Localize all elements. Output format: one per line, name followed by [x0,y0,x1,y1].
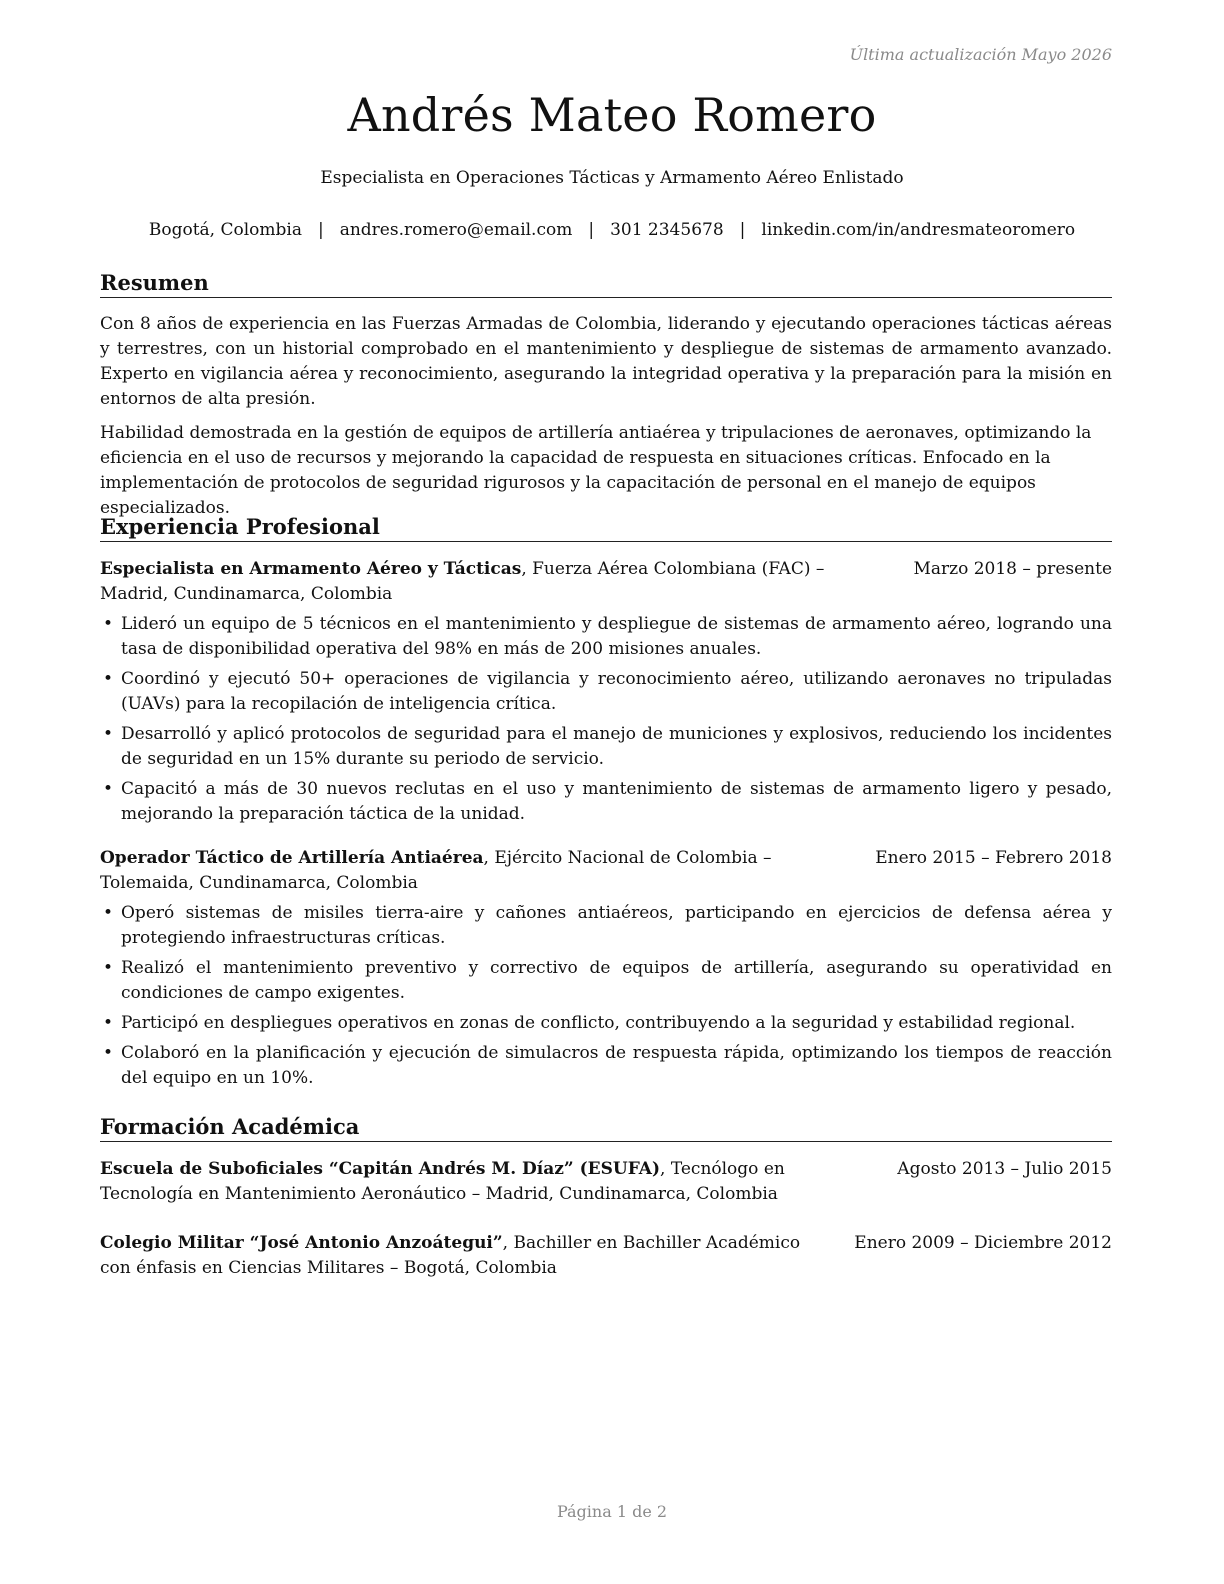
list-item: • Desarrolló y aplicó protocolos de seguridad para el manejo de municiones y explosivos, reduciendo los incidentes de seguridad en un 15% durante su periodo de servicio. [100,722,1112,772]
education-entry [100,1231,1112,1281]
education-entry [100,1157,1112,1207]
contact-separator: | [588,220,595,240]
job-entry [100,557,1112,827]
job-header [100,846,1112,896]
contact-location: Bogotá, Colombia [148,220,302,240]
section-title-experience: Experiencia Profesional [100,514,1112,542]
list-item: • Colaboró en la planificación y ejecución de simulacros de respuesta rápida, optimizando los tiempos de reacción del equipo en un 10%. [100,1041,1112,1091]
job-organization: , Fuerza Aérea Colombiana (FAC) – Madrid, Cundinamarca, Colombia [100,559,825,604]
candidate-title: Especialista en Operaciones Tácticas y Armamento Aéreo Enlistado [320,168,904,188]
job-dates: Marzo 2018 – presente [913,559,1112,579]
education-dates: Enero 2009 – Diciembre 2012 [854,1233,1112,1253]
job-role: Operador Táctico de Artillería Antiaérea [100,848,484,868]
contact-phone: 301 2345678 [610,220,724,240]
contact-line [0,220,1224,240]
education-detail: , Tecnólogo en Tecnología en Mantenimiento Aeronáutico – Madrid, Cundinamarca, Colombia [100,1159,785,1204]
job-bullets [100,901,1112,1091]
summary-paragraph: Habilidad demostrada en la gestión de equipos de artillería antiaérea y tripulaciones de aeronaves, optimizando la eficiencia en el uso de recursos y mejorando la capacidad de respuesta en situaciones críticas. Enfocado en la implementación de protocolos de seguridad rigurosos y la capacitación de personal en el manejo de equipos especializados. [100,423,1092,518]
list-item: • Lideró un equipo de 5 técnicos en el mantenimiento y despliegue de sistemas de armamento aéreo, logrando una tasa de disponibilidad operativa del 98% en más de 200 misiones anuales. [100,612,1112,662]
section-title-summary: Resumen [100,270,1112,298]
contact-separator: | [317,220,324,240]
job-bullets [100,612,1112,827]
candidate-name: Andrés Mateo Romero [347,88,877,142]
summary-section [100,270,1112,521]
experience-section [100,514,1112,1096]
education-school: Colegio Militar “José Antonio Anzoátegui” [100,1233,503,1253]
job-entry [100,846,1112,1091]
last-updated: Última actualización Mayo 2026 [849,45,1112,64]
education-school: Escuela de Suboficiales “Capitán Andrés M. Díaz” (ESUFA) [100,1159,661,1179]
summary-paragraph: Con 8 años de experiencia en las Fuerzas Armadas de Colombia, liderando y ejecutando operaciones tácticas aéreas y terrestres, con un historial comprobado en el mantenimiento y despliegue de sistemas de armamento avanzado. Experto en vigilancia aérea y reconocimiento, asegurando la integridad operativa y la preparación para la misión en entornos de alta presión. [100,314,1112,409]
list-item: • Participó en despliegues operativos en zonas de conflicto, contribuyendo a la seguridad y estabilidad regional. [100,1011,1112,1036]
list-item: • Coordinó y ejecutó 50+ operaciones de vigilancia y reconocimiento aéreo, utilizando aeronaves no tripuladas (UAVs) para la recopilación de inteligencia crítica. [100,667,1112,717]
contact-linkedin[interactable]: linkedin.com/in/andresmateoromero [761,220,1076,240]
list-item: • Operó sistemas de misiles tierra-aire y cañones antiaéreos, participando en ejercicios de defensa aérea y protegiendo infraestructuras críticas. [100,901,1112,951]
job-organization: , Ejército Nacional de Colombia – Tolemaida, Cundinamarca, Colombia [100,848,772,893]
section-title-education: Formación Académica [100,1114,1112,1142]
education-detail: , Bachiller en Bachiller Académico con énfasis en Ciencias Militares – Bogotá, Colombia [100,1233,801,1278]
education-section [100,1114,1112,1281]
contact-separator: | [739,220,746,240]
job-dates: Enero 2015 – Febrero 2018 [875,848,1112,868]
contact-email[interactable]: andres.romero@email.com [339,220,573,240]
page-number: Página 1 de 2 [556,1502,668,1521]
list-item: • Capacitó a más de 30 nuevos reclutas en el uso y mantenimiento de sistemas de armamento ligero y pesado, mejorando la preparación táctica de la unidad. [100,777,1112,827]
job-role: Especialista en Armamento Aéreo y Tácticas [100,559,522,579]
job-header [100,557,1112,607]
list-item: • Realizó el mantenimiento preventivo y correctivo de equipos de artillería, asegurando su operatividad en condiciones de campo exigentes. [100,956,1112,1006]
education-dates: Agosto 2013 – Julio 2015 [897,1159,1112,1179]
